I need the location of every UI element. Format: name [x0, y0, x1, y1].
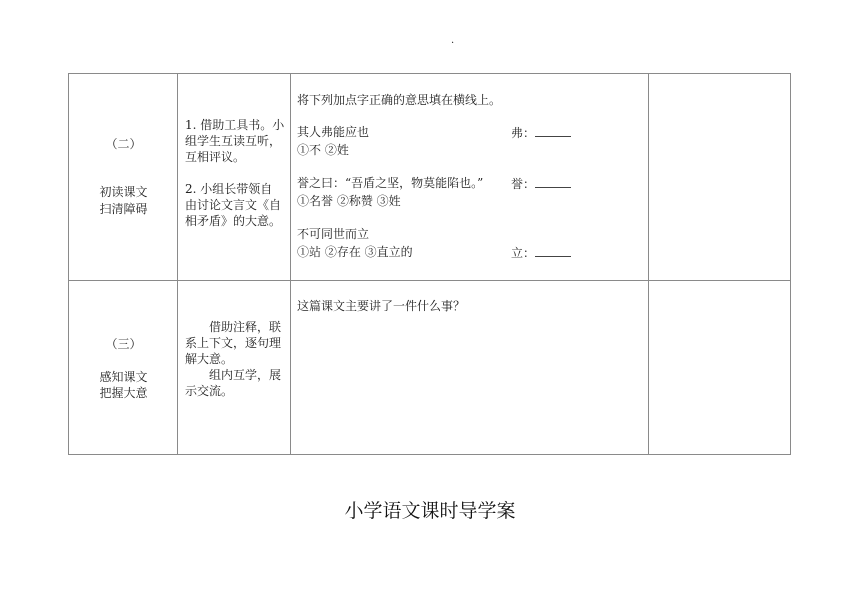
answer-options: ①站 ②存在 ③直立的 [297, 245, 413, 259]
answer-blank[interactable] [535, 244, 571, 257]
stage-title-line2: 把握大意 [99, 386, 148, 400]
method-text: 系上下文，逐句理 [185, 336, 282, 350]
stage-number: （三） [105, 337, 142, 351]
answer-field [511, 175, 571, 192]
row-divider [69, 280, 790, 281]
exercise-instruction: 将下列加点字正确的意思填在横线上。 [297, 93, 502, 107]
method-text: 2. 小组长带领自 [185, 182, 273, 196]
lesson-table [68, 73, 791, 455]
method-text: 组内互学，展 [209, 368, 282, 382]
stage-title-line2: 扫清障碍 [99, 202, 148, 216]
question-sentence: 不可同世而立 [297, 227, 370, 241]
method-text: 相矛盾》的大意。 [185, 214, 282, 228]
column-divider [648, 74, 649, 454]
stage-title-line1: 感知课文 [99, 370, 148, 384]
answer-field [511, 244, 571, 261]
answer-blank[interactable] [535, 124, 571, 137]
method-text: 组学生互读互听， [185, 134, 282, 148]
method-text: 1. 借助工具书。小 [185, 118, 285, 132]
column-divider [290, 74, 291, 454]
question-sentence: 其人弗能应也 [297, 125, 370, 139]
answer-options: ①名誉 ②称赞 ③姓 [297, 194, 401, 208]
method-text: 由讨论文言文《自 [185, 198, 282, 212]
method-text: 解大意。 [185, 352, 234, 366]
answer-blank[interactable] [535, 175, 571, 188]
method-cell [185, 319, 287, 399]
answer-options: ①不 ②姓 [297, 143, 349, 157]
answer-field [511, 124, 571, 141]
header-dot: . [451, 35, 455, 46]
method-cell [185, 117, 287, 229]
method-text: 互相评议。 [185, 150, 246, 164]
document-title: 小学语文课时导学案 [344, 500, 516, 522]
method-text: 示交流。 [185, 384, 234, 398]
question-sentence: 誉之曰：“吾盾之坚，物莫能陷也。” [297, 176, 484, 190]
stage-number: （二） [105, 137, 142, 151]
discussion-question: 这篇课文主要讲了一件什么事？ [297, 299, 466, 313]
answer-label: 弗： [511, 126, 536, 140]
stage-title-line1: 初读课文 [99, 185, 148, 199]
answer-label: 立： [511, 246, 536, 260]
answer-label: 誉： [511, 177, 536, 191]
method-text: 借助注释，联 [209, 320, 282, 334]
